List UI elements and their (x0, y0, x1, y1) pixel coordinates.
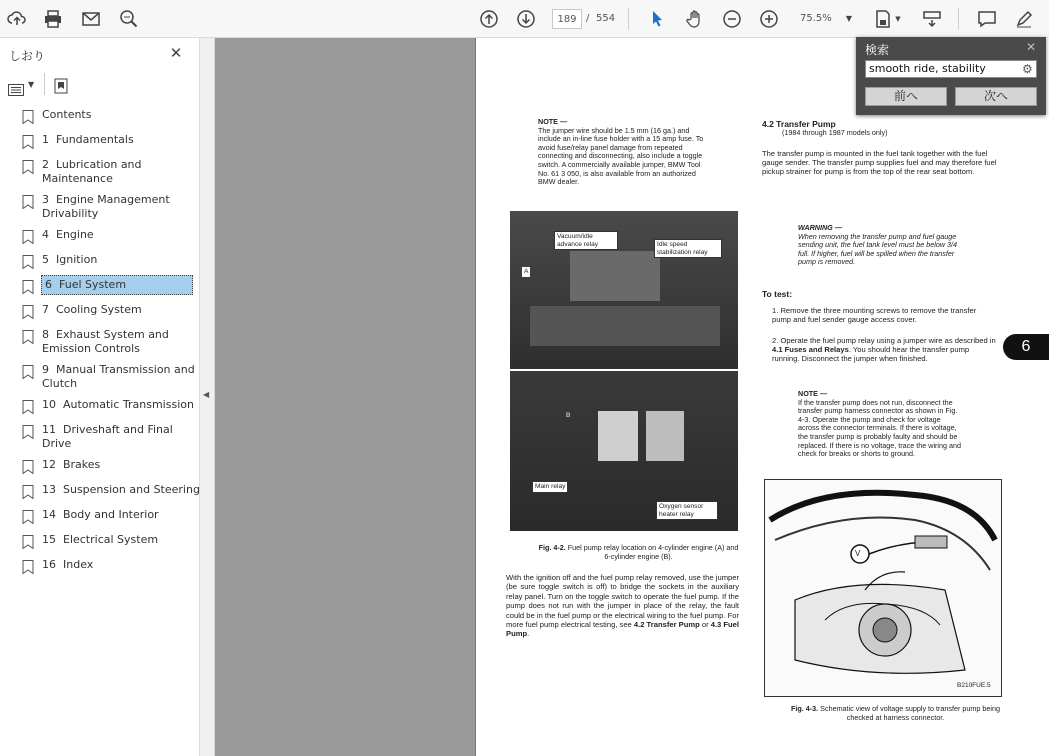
bookmark-label: 9 Manual Transmission and Clutch (42, 363, 195, 390)
step-2-end: . You should hear the transfer pump running. Disconnect the jumper when finished. (772, 345, 970, 364)
note-1-head: NOTE — (538, 117, 568, 126)
fig-4-3-text: Schematic view of voltage supply to transfer pump being checked at harness connector. (818, 704, 1000, 722)
bookmark-icon (22, 535, 34, 549)
section-4-2-subtitle: (1984 through 1987 models only) (782, 127, 888, 137)
search-input[interactable]: smooth ride, stability (865, 60, 1037, 78)
volt-symbol: V (855, 549, 861, 558)
relay-2 (646, 411, 684, 461)
pen-icon[interactable] (1013, 8, 1035, 30)
bookmark-label: 14 Body and Interior (42, 508, 159, 521)
chapter-tab: 6 (1003, 334, 1049, 360)
bookmark-icon (22, 560, 34, 574)
section-4-2 (762, 120, 1002, 137)
bookmarks-panel (0, 38, 200, 756)
bookmark-label: 1 Fundamentals (42, 133, 134, 146)
note-1 (538, 118, 706, 187)
comment-icon[interactable] (976, 8, 998, 30)
warning-body: When removing the transfer pump and fuel gauge sending unit, the fuel tank level must be below 3/4 full. If higher, fuel will be spilled when the transfer pump is removed. (798, 231, 958, 267)
bookmark-icon (22, 330, 34, 344)
label-a: A (524, 268, 529, 275)
section-4-2-title: 4.2 Transfer Pump (762, 119, 836, 129)
note-2 (798, 390, 963, 459)
bookmark-item[interactable] (22, 508, 194, 536)
bookmark-label: 3 Engine Management Drivability (42, 193, 170, 220)
document-viewport[interactable] (215, 38, 1049, 756)
print-icon[interactable] (42, 8, 64, 30)
note-1-body: The jumper wire should be 1.5 mm (16 ga.) and include an in-line fuse holder with a 15 amp fuse. To avoid fuse/relay panel damage from repeated connecting and disconnecting, also include a toggle switch. A commercially available jumper, BMW Tool No. 61 3 050, is also available from an authorized BMW dealer. (538, 125, 704, 187)
photo-6-cylinder (510, 371, 738, 531)
bookmark-item[interactable] (22, 423, 194, 451)
mail-icon[interactable] (80, 8, 102, 30)
bookmark-item[interactable] (22, 133, 194, 161)
label-oxygen-relay: Oxygen sensor heater relay (656, 501, 718, 520)
bookmark-item[interactable] (22, 158, 194, 186)
bookmark-icon (22, 460, 34, 474)
hand-tool-icon[interactable] (684, 8, 706, 30)
search-panel (856, 37, 1046, 115)
label-idle-relay: Idle speed stabilization relay (654, 239, 722, 258)
bookmark-label: 11 Driveshaft and Final Drive (42, 423, 173, 450)
zoom-value: 75.5% (800, 13, 832, 24)
toolbar-divider (628, 8, 629, 30)
search-text-icon[interactable] (118, 8, 140, 30)
paragraph-1-link-2: 4.3 Fuel Pump (506, 620, 739, 639)
close-icon[interactable]: ✕ (169, 44, 183, 62)
collapse-arrow-icon: ◀ (203, 390, 210, 399)
page-separator: / (586, 13, 590, 24)
bookmark-item[interactable] (22, 193, 194, 221)
page-number-input[interactable]: 189 (552, 9, 582, 29)
options-icon[interactable] (8, 81, 24, 100)
diagram-code: B210FUE.5 (957, 682, 991, 689)
bookmark-label: 5 Ignition (42, 253, 98, 266)
zoom-out-icon[interactable] (721, 8, 743, 30)
paragraph-1-end: . (527, 629, 530, 639)
note-2-head: NOTE — (798, 389, 828, 398)
bookmark-item[interactable] (22, 303, 194, 331)
next-result-button[interactable]: 次へ (955, 87, 1037, 106)
search-panel-title: 検索 (865, 43, 890, 57)
warning (798, 224, 963, 267)
next-page-icon[interactable] (515, 8, 537, 30)
step-1: 1. Remove the three mounting screws to remove the transfer pump and fuel sender gauge access cover. (772, 306, 977, 325)
bookmark-label: 2 Lubrication and Maintenance (42, 158, 142, 185)
bookmark-label: 7 Cooling System (42, 303, 142, 316)
relay-1 (598, 411, 638, 461)
step-2 (772, 336, 997, 364)
new-bookmark-icon[interactable] (54, 78, 68, 98)
fig-4-2-text: Fuel pump relay location on 4-cylinder engine (A) and 6-cylinder engine (B). (565, 543, 739, 561)
bookmark-item[interactable] (22, 458, 194, 486)
panel-collapse-handle[interactable] (200, 38, 215, 756)
bookmark-label: 16 Index (42, 558, 94, 571)
upload-icon[interactable] (6, 8, 28, 30)
zoom-in-icon[interactable] (758, 8, 780, 30)
step-2-link: 4.1 Fuses and Relays (772, 345, 849, 355)
bookmark-label: 6 Fuel System (41, 275, 193, 295)
bookmark-item[interactable] (22, 228, 194, 256)
bookmark-label: 10 Automatic Transmission (42, 398, 194, 411)
label-b: B (566, 412, 571, 419)
toolbar (0, 0, 1049, 38)
paragraph-1-or: or (699, 620, 711, 630)
bookmark-icon (22, 400, 34, 414)
prev-result-button[interactable]: 前へ (865, 87, 947, 106)
to-test-heading: To test: (762, 289, 793, 299)
bookmark-item[interactable] (22, 483, 200, 511)
paragraph-1-text: With the ignition off and the fuel pump relay removed, use the jumper (be sure toggle switch is off) to bridge the sockets in the auxiliary relay panel. Turn on the toggle switch to operate the fuel pump. If the pump does not run with the jumper in place of the relay, the fault could be in the fuel pump or the electrical wiring to the fuel pump. For more fuel pump electrical testing, see (506, 573, 739, 630)
label-vacuum-relay: Vacuum/idle advance relay (554, 231, 618, 250)
bookmark-item[interactable] (22, 108, 194, 136)
bookmark-item[interactable] (22, 328, 194, 356)
toolbar-divider (958, 8, 959, 30)
bookmark-item[interactable] (22, 278, 194, 306)
bookmark-icon (22, 485, 34, 499)
bookmark-icon (22, 305, 34, 319)
diagram-graphic (765, 480, 1001, 696)
fig-4-2-label: Fig. 4-2. (538, 543, 566, 552)
scroll-mode-icon[interactable] (921, 8, 943, 30)
bookmark-label: 4 Engine (42, 228, 94, 241)
bookmark-label: 12 Brakes (42, 458, 101, 471)
options-chevron-icon[interactable]: ▼ (28, 80, 35, 89)
zoom-select[interactable] (800, 9, 854, 29)
fig-4-2-caption (536, 544, 741, 561)
bookmark-icon (22, 280, 34, 294)
bookmark-icon (22, 160, 34, 174)
bookmark-tools (8, 78, 188, 100)
bookmark-icon (22, 255, 34, 269)
bookmark-item[interactable] (22, 363, 194, 391)
bookmark-label: 8 Exhaust System and Emission Controls (42, 328, 169, 355)
note-2-body: If the transfer pump does not run, disconnect the transfer pump harness connector as shown in Fig. 4-3. Operate the pump and check for voltage across the connector terminals. If there is voltage, the transfer pump is probably faulty and should be replaced. If there is no voltage, trace the wiring and check for breaks or shorts to ground. (798, 397, 962, 459)
prev-page-icon[interactable] (478, 8, 500, 30)
bookmark-icon (22, 135, 34, 149)
fit-chevron-icon[interactable]: ▼ (895, 15, 901, 23)
fig-4-3-caption (788, 705, 1003, 722)
engine-part (530, 306, 720, 346)
bookmark-item[interactable] (22, 533, 194, 561)
bookmark-item[interactable] (22, 558, 194, 586)
pdf-page (475, 38, 1049, 756)
bookmark-icon (22, 110, 34, 124)
bookmark-icon (22, 195, 34, 209)
bookmark-label: 15 Electrical System (42, 533, 159, 546)
paragraph-1-link-1: 4.2 Transfer Pump (633, 620, 700, 630)
step-2-text: 2. Operate the fuel pump relay using a jumper wire as described in (772, 336, 996, 345)
relay-block (570, 251, 660, 301)
close-icon[interactable]: ✕ (1026, 40, 1037, 54)
gear-icon[interactable]: ⚙ (1022, 62, 1033, 76)
bookmark-icon (22, 510, 34, 524)
chevron-down-icon: ▼ (845, 14, 852, 23)
select-cursor-icon[interactable] (646, 8, 668, 30)
fig-4-3-label: Fig. 4-3. (791, 704, 819, 713)
label-main-relay: Main relay (532, 481, 568, 493)
section-4-2-body: The transfer pump is mounted in the fuel tank together with the fuel gauge sender. The transfer pump supplies fuel and may therefore fuel pickup strainer for pump is from the top of the rear seat bottom. (762, 149, 997, 177)
warning-head: WARNING — (798, 223, 842, 232)
bookmark-icon (22, 365, 34, 379)
photo-4-cylinder (510, 211, 738, 369)
tools-divider (44, 73, 45, 95)
panel-title: しおり (9, 49, 46, 63)
page-total: 554 (596, 13, 616, 24)
bookmark-icon (22, 425, 34, 439)
bookmark-label: 13 Suspension and Steering (42, 483, 200, 496)
bookmark-label: Contents (42, 108, 92, 121)
bookmark-icon (22, 230, 34, 244)
fig-4-3-diagram (764, 479, 1002, 697)
fit-page-icon[interactable] (872, 8, 894, 30)
paragraph-1 (506, 573, 739, 639)
bookmark-item[interactable] (22, 398, 194, 426)
